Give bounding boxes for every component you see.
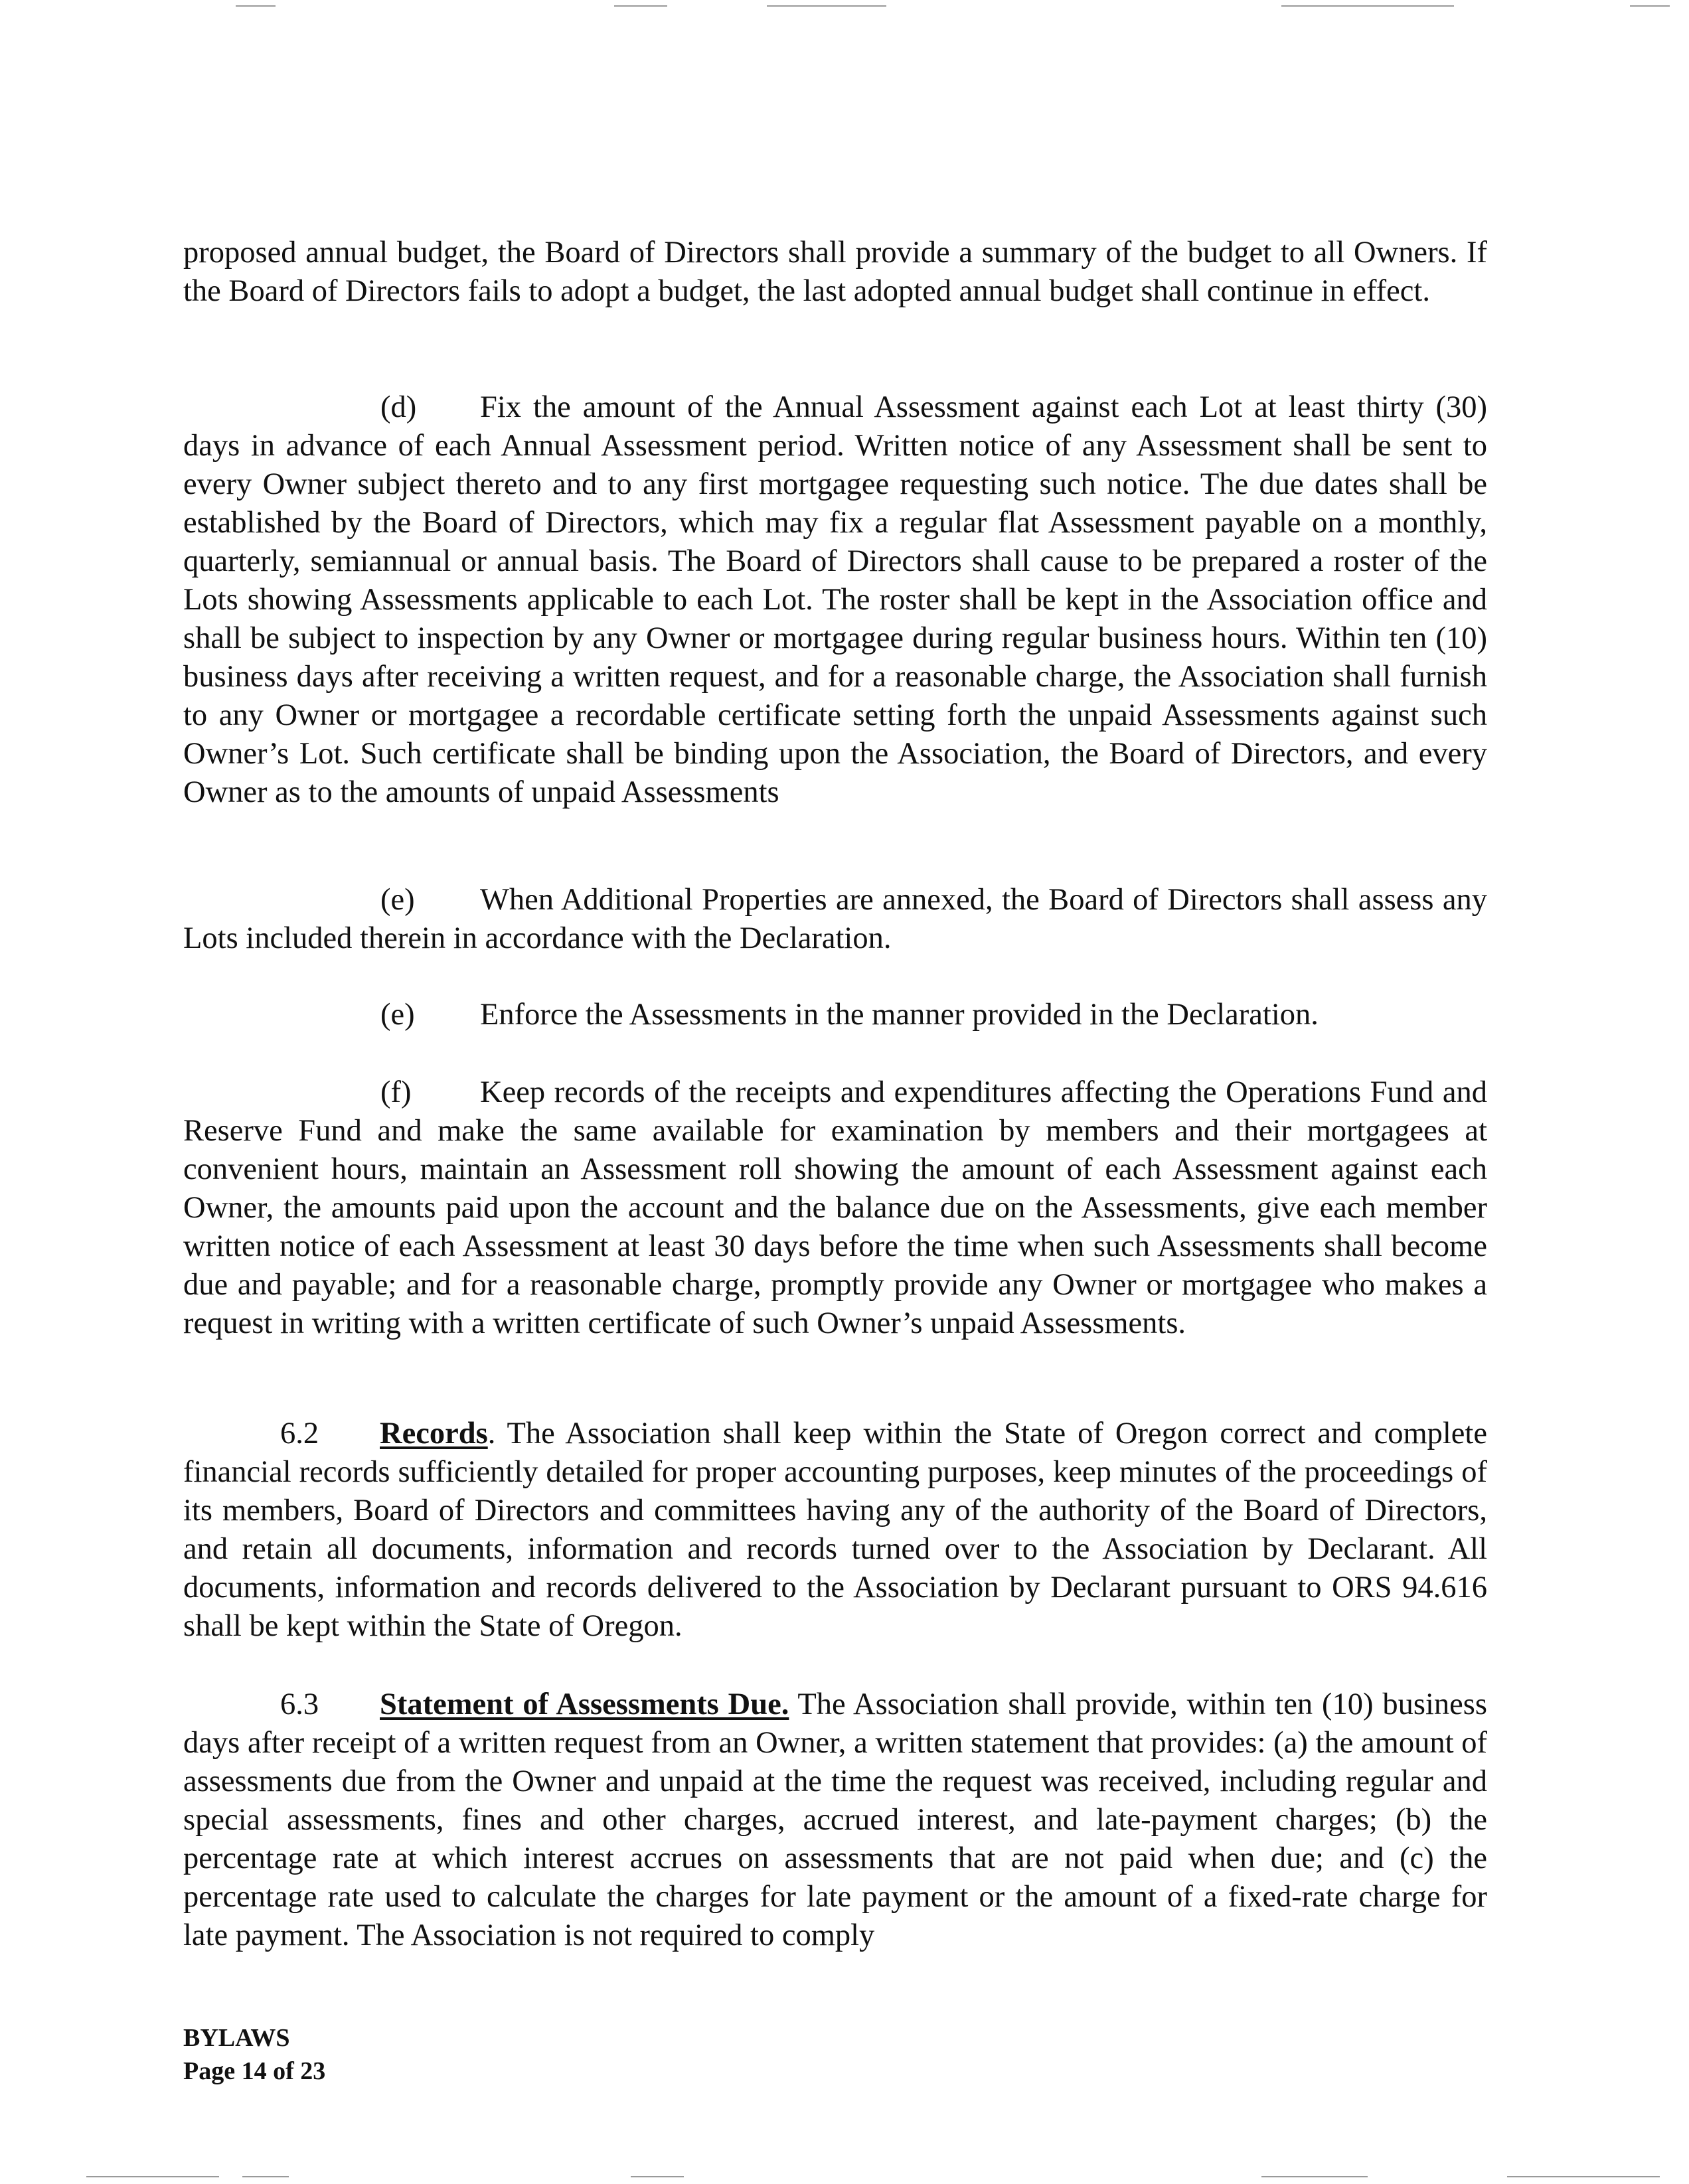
item-d-text: Fix the amount of the Annual Assessment against each Lot at least thirty (30) days in advance of each Annual Assessment period. Written notice of any Assessment shall be sent to every Owner subject thereto and to any first mortgagee requesting such notice. The due dates shall be established by the Board of Directors, which may fix a regular flat Assessment payable on a monthly, quarterly, semiannual or annual basis. The Board of Directors shall cause to be prepared a roster of the Lots showing Assessments applicable to each Lot. The roster shall be kept in the Association office and shall be subject to inspection by any Owner or mortgagee during regular business hours. Within ten (10) business days after receiving a written request, and for a reasonable charge, the Association shall furnish to any Owner or mortgagee a recordable certificate setting forth the unpaid Assessments against such Owner’s Lot. Such certificate shall be binding upon the Association, the Board of Directors, and every Owner as to the amounts of unpaid Assessments — [183, 390, 1487, 809]
item-f-paragraph — [183, 1073, 1487, 1343]
item-e-annex-paragraph — [183, 881, 1487, 958]
section-6-2-text: . The Association shall keep within the State of Oregon correct and complete financial records sufficiently detailed for proper accounting purposes, keep minutes of the proceedings of its members, Board of Directors and committees having any of the authority of the Board of Directors, and retain all documents, information and records turned over to the Association by Declarant. All documents, information and records delivered to the Association by Declarant pursuant to ORS 94.616 shall be kept within the State of Oregon. — [183, 1417, 1487, 1643]
scan-artifact-top — [1281, 5, 1454, 7]
item-e-annex-marker: (e) — [380, 883, 415, 917]
section-6-3-number: 6.3 — [280, 1687, 319, 1721]
scan-artifact-top — [236, 5, 276, 7]
section-6-3-heading: Statement of Assessments Due. — [380, 1687, 789, 1721]
footer-page-number: Page 14 of 23 — [183, 2057, 326, 2085]
item-e-annex-text: When Additional Properties are annexed, the Board of Directors shall assess any Lots included therein in accordance with the Declaration. — [183, 883, 1487, 955]
item-f-marker: (f) — [380, 1075, 412, 1109]
scan-artifact-top — [767, 5, 886, 7]
scan-artifact-bottom — [242, 2176, 289, 2177]
item-e-enforce-marker: (e) — [380, 998, 415, 1032]
item-e-enforce-text: Enforce the Assessments in the manner provided in the Declaration. — [480, 998, 1319, 1032]
scan-artifact-top — [614, 5, 667, 7]
scan-artifact-bottom — [86, 2176, 219, 2177]
section-6-2-heading: Records — [380, 1417, 488, 1450]
scan-artifact-top — [1630, 5, 1670, 7]
scan-artifact-bottom — [1507, 2176, 1660, 2177]
section-6-3-paragraph — [183, 1685, 1487, 1955]
continued-paragraph — [183, 234, 1487, 311]
scan-artifact-bottom — [631, 2176, 684, 2177]
section-6-2-number: 6.2 — [280, 1417, 319, 1450]
item-d-paragraph — [183, 388, 1487, 812]
section-6-2-paragraph — [183, 1415, 1487, 1646]
item-f-text: Keep records of the receipts and expenditures affecting the Operations Fund and Reserve Fund and make the same available for examination by members and their mortgagees at convenient hours, maintain an Assessment roll showing the amount of each Assessment against each Owner, the amounts paid upon the account and the balance due on the Assessments, give each member written notice of each Assessment at least 30 days before the time when such Assessments shall become due and payable; and for a reasonable charge, promptly provide any Owner or mortgagee who makes a request in writing with a written certificate of such Owner’s unpaid Assessments. — [183, 1075, 1487, 1340]
section-6-3-text: The Association shall provide, within ten (10) business days after receipt of a written request from an Owner, a written statement that provides: (a) the amount of assessments due from the Owner and unpaid at the time the request was received, including regular and special assessments, fines and other charges, accrued interest, and late-payment charges; (b) the percentage rate at which interest accrues on assessments that are not paid when due; and (c) the percentage rate used to calculate the charges for late payment or the amount of a fixed-rate charge for late payment. The Association is not required to comply — [183, 1687, 1487, 1952]
footer-title: BYLAWS — [183, 2024, 290, 2052]
item-d-marker: (d) — [380, 390, 417, 424]
continued-paragraph-text: proposed annual budget, the Board of Directors shall provide a summary of the budget to all Owners. If the Board of Directors fails to adopt a budget, the last adopted annual budget shall continue in effect. — [183, 236, 1487, 308]
scan-artifact-bottom — [1261, 2176, 1368, 2177]
item-e-enforce-paragraph — [183, 996, 1487, 1034]
